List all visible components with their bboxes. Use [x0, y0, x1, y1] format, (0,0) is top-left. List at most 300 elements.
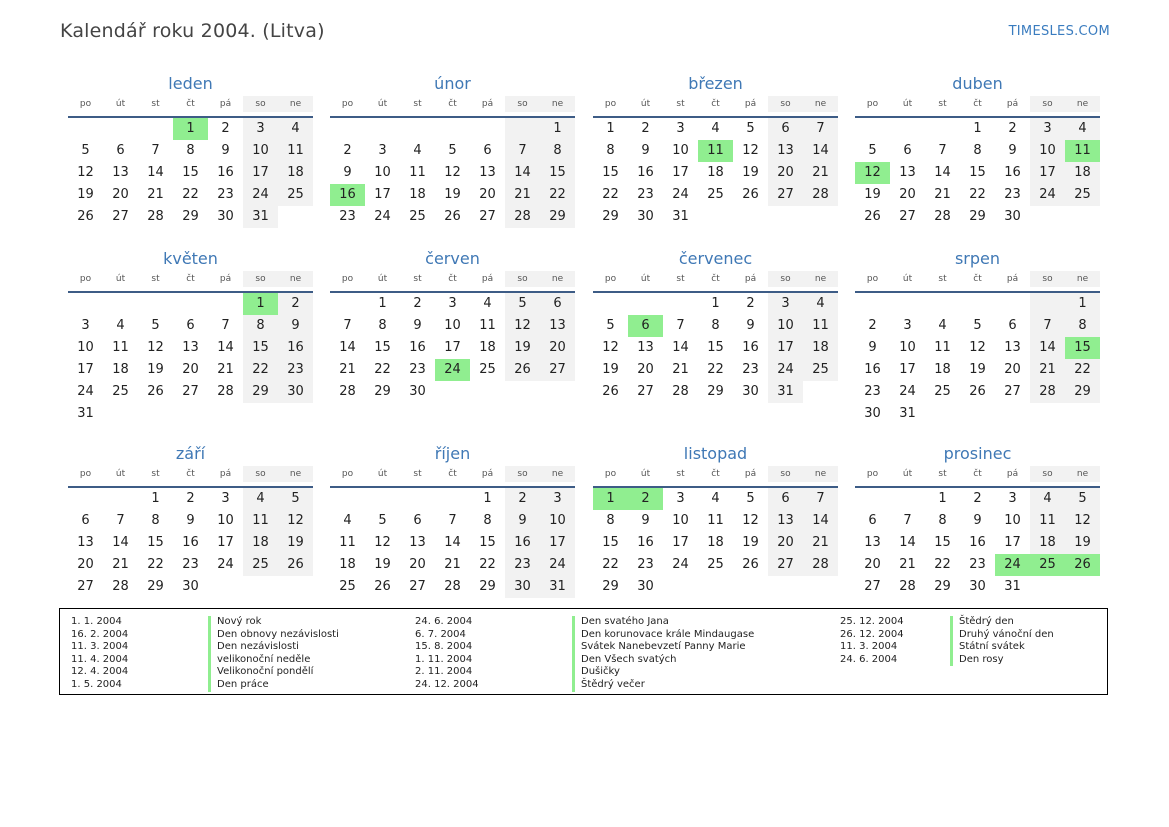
day-cell: 27: [899, 209, 916, 224]
day-cell: 5: [378, 513, 387, 528]
weekday-label: pá: [1006, 469, 1019, 479]
weekday-label: po: [604, 274, 617, 284]
weekday-label: út: [640, 274, 651, 284]
legend-date: 25. 12. 2004: [840, 616, 904, 627]
day-cell: 3: [1008, 491, 1017, 506]
day-cell: 9: [973, 513, 982, 528]
day-cell: 8: [1065, 315, 1100, 337]
legend-date: 11. 3. 2004: [71, 641, 129, 653]
day-cell: 6: [81, 513, 90, 528]
weekday-label: so: [505, 96, 540, 112]
day-cell: 30: [217, 209, 234, 224]
day-cell: 15: [147, 535, 164, 550]
day-cell: 14: [672, 340, 689, 355]
day-cell: 24: [1030, 184, 1065, 206]
day-cell: 10: [899, 340, 916, 355]
weekday-label: po: [341, 469, 354, 479]
empty-day-cell: [103, 293, 138, 315]
day-cell: 28: [505, 206, 540, 228]
holiday-day-cell: 24: [995, 554, 1030, 576]
day-cell: 26: [505, 359, 540, 381]
day-cell: 3: [903, 318, 912, 333]
weekday-label: po: [341, 99, 354, 109]
day-cell: 5: [505, 293, 540, 315]
legend-date: 6. 7. 2004: [415, 628, 466, 640]
day-cell: 4: [243, 488, 278, 510]
day-cell: 22: [934, 557, 951, 572]
day-cell: 3: [81, 318, 90, 333]
month-4: [855, 73, 1100, 228]
day-cell: 2: [413, 296, 422, 311]
empty-day-cell: [925, 293, 960, 315]
day-cell: 19: [864, 187, 881, 202]
days-grid: [330, 293, 575, 403]
day-cell: 18: [278, 162, 313, 184]
weekday-label: pá: [481, 274, 494, 284]
day-cell: 6: [540, 293, 575, 315]
weekday-label: st: [676, 274, 685, 284]
weekday-label: st: [676, 99, 685, 109]
day-cell: 27: [1004, 384, 1021, 399]
day-cell: 12: [742, 513, 759, 528]
days-grid: [593, 118, 838, 228]
month-1: [68, 73, 313, 228]
day-cell: 17: [672, 165, 689, 180]
weekday-label: ne: [540, 271, 575, 287]
day-cell: 19: [742, 165, 759, 180]
day-cell: 27: [479, 209, 496, 224]
day-cell: 20: [182, 362, 199, 377]
legend-date: 16. 2. 2004: [71, 628, 129, 640]
weekday-label: čt: [711, 274, 720, 284]
day-cell: 5: [278, 488, 313, 510]
month-name: srpen: [954, 249, 1001, 268]
day-cell: 19: [742, 535, 759, 550]
weekday-label: so: [1030, 466, 1065, 482]
day-cell: 2: [221, 121, 230, 136]
day-cell: 6: [483, 143, 492, 158]
day-cell: 3: [676, 121, 685, 136]
day-cell: 26: [602, 384, 619, 399]
day-cell: 8: [378, 318, 387, 333]
weekday-label: út: [640, 99, 651, 109]
day-cell: 10: [672, 143, 689, 158]
day-cell: 29: [374, 384, 391, 399]
day-cell: 10: [77, 340, 94, 355]
day-cell: 8: [606, 513, 615, 528]
day-cell: 13: [479, 165, 496, 180]
weekday-label: po: [604, 469, 617, 479]
day-cell: 28: [1030, 381, 1065, 403]
weekday-header: [855, 271, 1100, 287]
day-cell: 26: [278, 554, 313, 576]
day-cell: 13: [409, 535, 426, 550]
day-cell: 24: [77, 384, 94, 399]
day-cell: 30: [864, 406, 881, 421]
day-cell: 5: [448, 143, 457, 158]
day-cell: 2: [746, 296, 755, 311]
day-cell: 2: [868, 318, 877, 333]
day-cell: 15: [182, 165, 199, 180]
day-cell: 17: [217, 535, 234, 550]
month-name: listopad: [683, 444, 748, 463]
day-cell: 17: [768, 337, 803, 359]
day-cell: 22: [707, 362, 724, 377]
day-cell: 30: [182, 579, 199, 594]
day-cell: 23: [742, 362, 759, 377]
day-cell: 26: [742, 187, 759, 202]
day-cell: 24: [672, 557, 689, 572]
empty-day-cell: [855, 293, 890, 315]
day-cell: 17: [243, 162, 278, 184]
day-cell: 25: [707, 187, 724, 202]
day-cell: 6: [413, 513, 422, 528]
day-cell: 25: [803, 359, 838, 381]
day-cell: 27: [768, 184, 803, 206]
legend-holiday-name: Den nezávislosti: [208, 641, 299, 654]
day-cell: 31: [77, 406, 94, 421]
day-cell: 26: [742, 557, 759, 572]
legend-holiday-name: Den obnovy nezávislosti: [208, 629, 339, 642]
day-cell: 15: [374, 340, 391, 355]
days-grid: [855, 118, 1100, 228]
day-cell: 15: [934, 535, 951, 550]
day-cell: 20: [637, 362, 654, 377]
weekday-header: [330, 96, 575, 112]
day-cell: 29: [707, 384, 724, 399]
holiday-day-cell: 6: [628, 315, 663, 337]
day-cell: 20: [77, 557, 94, 572]
day-cell: 28: [803, 554, 838, 576]
day-cell: 26: [147, 384, 164, 399]
legend-date: 11. 3. 2004: [840, 641, 898, 653]
day-cell: 4: [483, 296, 492, 311]
day-cell: 18: [1030, 532, 1065, 554]
weekday-label: čt: [973, 469, 982, 479]
day-cell: 16: [864, 362, 881, 377]
day-cell: 15: [602, 165, 619, 180]
weekday-label: st: [151, 99, 160, 109]
weekday-label: pá: [219, 99, 232, 109]
legend-holiday-name: Štědrý den: [950, 616, 1014, 629]
weekday-label: ne: [278, 271, 313, 287]
page-title: Kalendář roku 2004. (Litva): [60, 20, 325, 42]
empty-day-cell: [138, 118, 173, 140]
day-cell: 11: [243, 510, 278, 532]
day-cell: 9: [413, 318, 422, 333]
day-cell: 17: [672, 535, 689, 550]
weekday-label: so: [1030, 96, 1065, 112]
day-cell: 21: [803, 162, 838, 184]
weekday-label: ne: [803, 271, 838, 287]
weekday-label: ne: [1065, 466, 1100, 482]
holiday-day-cell: 16: [330, 184, 365, 206]
day-cell: 5: [868, 143, 877, 158]
day-cell: 17: [374, 187, 391, 202]
holiday-day-cell: 11: [1065, 140, 1100, 162]
day-cell: 13: [768, 140, 803, 162]
day-cell: 29: [540, 206, 575, 228]
day-cell: 9: [343, 165, 352, 180]
day-cell: 8: [186, 143, 195, 158]
day-cell: 4: [343, 513, 352, 528]
day-cell: 31: [540, 576, 575, 598]
day-cell: 18: [934, 362, 951, 377]
day-cell: 14: [112, 535, 129, 550]
day-cell: 9: [868, 340, 877, 355]
day-cell: 25: [112, 384, 129, 399]
day-cell: 23: [409, 362, 426, 377]
day-cell: 13: [864, 535, 881, 550]
empty-day-cell: [103, 488, 138, 510]
empty-day-cell: [208, 293, 243, 315]
day-cell: 23: [637, 557, 654, 572]
month-9: [68, 443, 313, 598]
day-cell: 26: [864, 209, 881, 224]
month-6: [330, 248, 575, 403]
day-cell: 18: [112, 362, 129, 377]
day-cell: 27: [182, 384, 199, 399]
holiday-day-cell: 12: [855, 162, 890, 184]
day-cell: 14: [339, 340, 356, 355]
day-cell: 14: [803, 140, 838, 162]
day-cell: 29: [182, 209, 199, 224]
empty-day-cell: [890, 118, 925, 140]
day-cell: 25: [409, 209, 426, 224]
weekday-label: čt: [711, 469, 720, 479]
day-cell: 16: [182, 535, 199, 550]
day-cell: 20: [479, 187, 496, 202]
month-name: leden: [168, 74, 213, 93]
weekday-label: po: [866, 274, 879, 284]
day-cell: 25: [339, 579, 356, 594]
day-cell: 22: [1065, 359, 1100, 381]
day-cell: 1: [606, 121, 615, 136]
empty-day-cell: [435, 118, 470, 140]
day-cell: 11: [409, 165, 426, 180]
weekday-label: st: [938, 274, 947, 284]
day-cell: 10: [217, 513, 234, 528]
day-cell: 17: [899, 362, 916, 377]
day-cell: 1: [938, 491, 947, 506]
day-cell: 9: [746, 318, 755, 333]
weekday-label: út: [902, 274, 913, 284]
day-cell: 20: [864, 557, 881, 572]
day-cell: 21: [672, 362, 689, 377]
day-cell: 8: [243, 315, 278, 337]
day-cell: 8: [938, 513, 947, 528]
day-cell: 7: [221, 318, 230, 333]
day-cell: 12: [1065, 510, 1100, 532]
weekday-label: so: [243, 466, 278, 482]
month-10: [330, 443, 575, 598]
weekday-label: čt: [186, 99, 195, 109]
empty-day-cell: [890, 293, 925, 315]
days-grid: [68, 293, 313, 425]
day-cell: 29: [602, 209, 619, 224]
month-name: duben: [952, 74, 1003, 93]
day-cell: 1: [973, 121, 982, 136]
day-cell: 4: [278, 118, 313, 140]
empty-day-cell: [173, 293, 208, 315]
weekday-label: čt: [448, 99, 457, 109]
legend-holiday-name: Nový rok: [208, 616, 261, 629]
empty-day-cell: [400, 118, 435, 140]
weekday-header: [855, 466, 1100, 482]
day-cell: 10: [1004, 513, 1021, 528]
brand-link[interactable]: TIMESLES.COM: [1008, 24, 1110, 39]
empty-day-cell: [435, 488, 470, 510]
day-cell: 3: [1030, 118, 1065, 140]
weekday-label: so: [505, 271, 540, 287]
day-cell: 3: [448, 296, 457, 311]
day-cell: 23: [182, 557, 199, 572]
holiday-legend: [59, 608, 1108, 695]
weekday-label: po: [341, 274, 354, 284]
legend-holiday-name: velikonoční neděle: [208, 654, 310, 667]
legend-date: 24. 6. 2004: [415, 616, 473, 627]
day-cell: 29: [969, 209, 986, 224]
day-cell: 9: [221, 143, 230, 158]
day-cell: 23: [1004, 187, 1021, 202]
weekday-label: so: [505, 466, 540, 482]
weekday-label: st: [151, 469, 160, 479]
day-cell: 21: [803, 532, 838, 554]
day-cell: 16: [409, 340, 426, 355]
day-cell: 3: [676, 491, 685, 506]
day-cell: 19: [1065, 532, 1100, 554]
weekday-label: so: [243, 271, 278, 287]
day-cell: 22: [243, 359, 278, 381]
day-cell: 27: [864, 579, 881, 594]
day-cell: 9: [641, 143, 650, 158]
day-cell: 22: [182, 187, 199, 202]
day-cell: 18: [803, 337, 838, 359]
day-cell: 19: [444, 187, 461, 202]
day-cell: 15: [243, 337, 278, 359]
day-cell: 30: [409, 384, 426, 399]
day-cell: 29: [479, 579, 496, 594]
month-name: květen: [163, 249, 218, 268]
day-cell: 16: [637, 535, 654, 550]
day-cell: 17: [540, 532, 575, 554]
day-cell: 2: [505, 488, 540, 510]
holiday-day-cell: 1: [243, 293, 278, 315]
day-cell: 30: [505, 576, 540, 598]
weekday-label: út: [115, 99, 126, 109]
day-cell: 31: [768, 381, 803, 403]
day-cell: 28: [339, 384, 356, 399]
day-cell: 1: [711, 296, 720, 311]
day-cell: 7: [343, 318, 352, 333]
weekday-label: čt: [973, 99, 982, 109]
day-cell: 4: [938, 318, 947, 333]
day-cell: 19: [602, 362, 619, 377]
day-cell: 12: [505, 315, 540, 337]
day-cell: 4: [1065, 118, 1100, 140]
month-8: [855, 248, 1100, 425]
empty-day-cell: [68, 488, 103, 510]
weekday-label: út: [377, 99, 388, 109]
day-cell: 4: [803, 293, 838, 315]
weekday-label: út: [902, 469, 913, 479]
day-cell: 22: [374, 362, 391, 377]
weekday-label: čt: [973, 274, 982, 284]
day-cell: 12: [278, 510, 313, 532]
day-cell: 21: [505, 184, 540, 206]
day-cell: 25: [1065, 184, 1100, 206]
day-cell: 29: [147, 579, 164, 594]
day-cell: 10: [374, 165, 391, 180]
day-cell: 24: [672, 187, 689, 202]
day-cell: 28: [444, 579, 461, 594]
day-cell: 19: [374, 557, 391, 572]
day-cell: 11: [339, 535, 356, 550]
weekday-label: čt: [711, 99, 720, 109]
day-cell: 11: [479, 318, 496, 333]
day-cell: 6: [903, 143, 912, 158]
day-cell: 23: [969, 557, 986, 572]
weekday-label: pá: [1006, 99, 1019, 109]
day-cell: 15: [540, 162, 575, 184]
weekday-label: pá: [1006, 274, 1019, 284]
day-cell: 21: [217, 362, 234, 377]
day-cell: 17: [1004, 535, 1021, 550]
day-cell: 18: [243, 532, 278, 554]
day-cell: 30: [969, 579, 986, 594]
day-cell: 1: [483, 491, 492, 506]
day-cell: 12: [147, 340, 164, 355]
days-grid: [68, 118, 313, 228]
day-cell: 5: [81, 143, 90, 158]
day-cell: 8: [973, 143, 982, 158]
day-cell: 17: [1030, 162, 1065, 184]
day-cell: 18: [479, 340, 496, 355]
empty-day-cell: [365, 488, 400, 510]
weekday-label: so: [768, 271, 803, 287]
empty-day-cell: [330, 293, 365, 315]
day-cell: 4: [116, 318, 125, 333]
day-cell: 24: [243, 184, 278, 206]
day-cell: 25: [707, 557, 724, 572]
empty-day-cell: [995, 293, 1030, 315]
legend-holiday-name: Den Všech svatých: [572, 654, 677, 667]
holiday-day-cell: 25: [1030, 554, 1065, 576]
day-cell: 1: [378, 296, 387, 311]
day-cell: 19: [77, 187, 94, 202]
day-cell: 26: [374, 579, 391, 594]
weekday-label: pá: [744, 469, 757, 479]
empty-day-cell: [1030, 293, 1065, 315]
day-cell: 18: [409, 187, 426, 202]
weekday-label: ne: [540, 466, 575, 482]
holiday-day-cell: 11: [698, 140, 733, 162]
day-cell: 3: [768, 293, 803, 315]
day-cell: 2: [278, 293, 313, 315]
empty-day-cell: [400, 488, 435, 510]
day-cell: 23: [339, 209, 356, 224]
weekday-label: st: [938, 99, 947, 109]
day-cell: 29: [602, 579, 619, 594]
day-cell: 30: [742, 384, 759, 399]
day-cell: 27: [112, 209, 129, 224]
day-cell: 28: [803, 184, 838, 206]
day-cell: 20: [768, 162, 803, 184]
day-cell: 13: [112, 165, 129, 180]
day-cell: 1: [540, 118, 575, 140]
day-cell: 25: [934, 384, 951, 399]
day-cell: 27: [77, 579, 94, 594]
